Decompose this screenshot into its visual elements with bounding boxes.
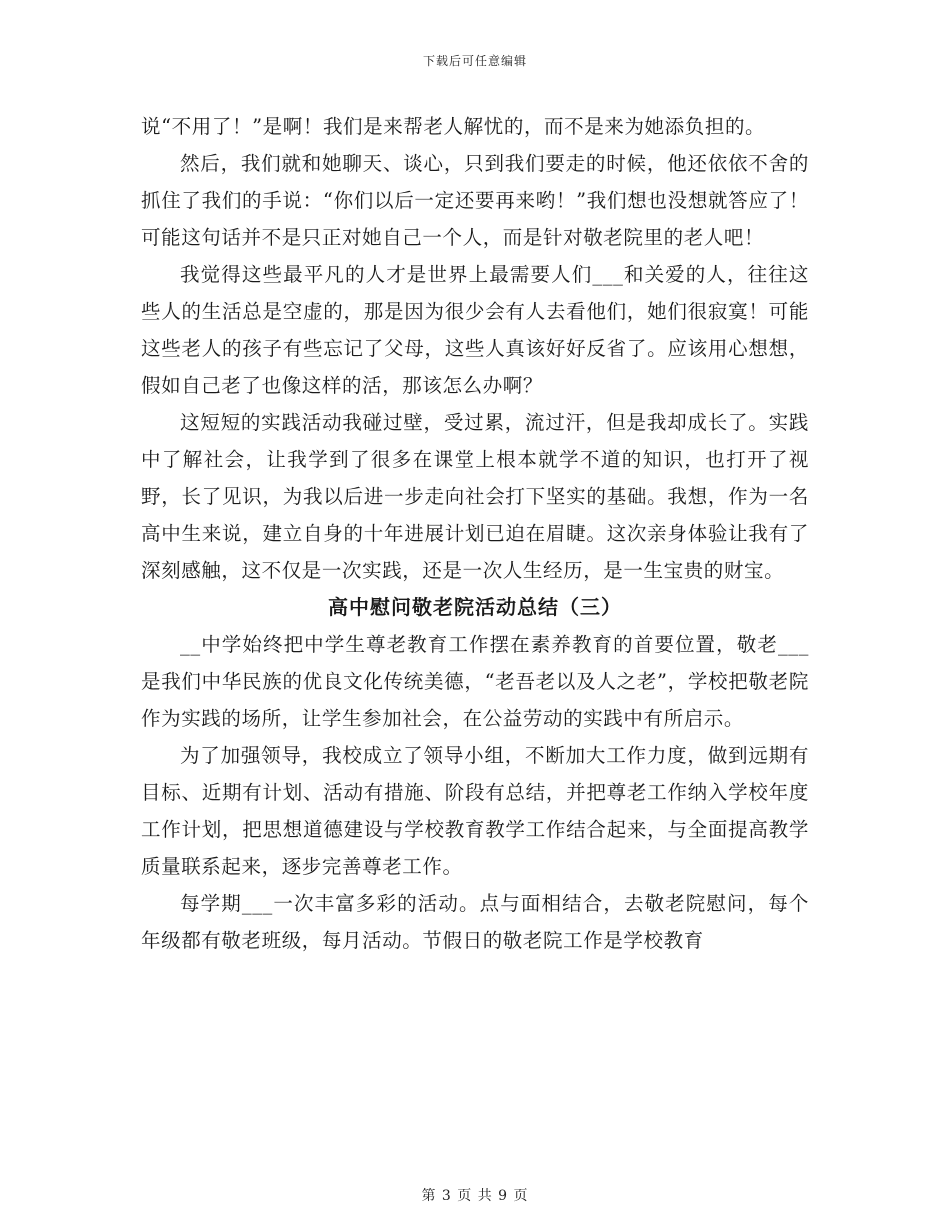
paragraph-1: 说“不用了！”是啊！我们是来帮老人解忧的，而不是来为她添负担的。 [141,115,766,138]
document-body [141,108,809,959]
page-footer: 第 3 页 共 9 页 [421,1188,529,1204]
paragraph-5: __中学始终把中学生尊老教育工作摆在素养教育的首要位置，敬老___是我们中华民族的优良文化传统美德，“老吾老以及人之老”，学校把敬老院作为实践的场所，让学生参加社会，在公益劳动的实践中有所启示。 [141,633,809,730]
paragraph-6: 为了加强领导，我校成立了领导小组，不断加大工作力度，做到远期有目标、近期有计划、活动有措施、阶段有总结，并把尊老工作纳入学校年度工作计划，把思想道德建设与学校教育教学工作结合起来，与全面提高教学质量联系起来，逐步完善尊老工作。 [141,744,809,878]
paragraph-3: 我觉得这些最平凡的人才是世界上最需要人们___和关爱的人，往往这些人的生活总是空虚的，那是因为很少会有人去看他们，她们很寂寞！可能这些老人的孩子有些忘记了父母，这些人真该好好反省了。应该用心想想，假如自己老了也像这样的活，那该怎么办啊？ [141,263,809,397]
paragraph-2: 然后，我们就和她聊天、谈心，只到我们要走的时候，他还依依不舍的抓住了我们的手说：“你们以后一定还要再来哟！”我们想也没想就答应了！可能这句话并不是只正对她自己一个人，而是针对敬老院里的老人吧！ [141,152,809,249]
paragraph-4: 这短短的实践活动我碰过壁，受过累，流过汗，但是我却成长了。实践中了解社会，让我学到了很多在课堂上根本就学不道的知识，也打开了视野，长了见识，为我以后进一步走向社会打下坚实的基础。我想，作为一名高中生来说，建立自身的十年进展计划已迫在眉睫。这次亲身体验让我有了深刻感触，这不仅是一次实践，还是一次人生经历，是一生宝贵的财宝。 [141,411,809,582]
section-title: 高中慰问敬老院活动总结（三） [328,595,622,619]
page-header: 下载后可任意编辑 [422,54,527,68]
paragraph-7: 每学期___一次丰富多彩的活动。点与面相结合，去敬老院慰问，每个年级都有敬老班级，每月活动。节假日的敬老院工作是学校教育 [141,892,809,952]
